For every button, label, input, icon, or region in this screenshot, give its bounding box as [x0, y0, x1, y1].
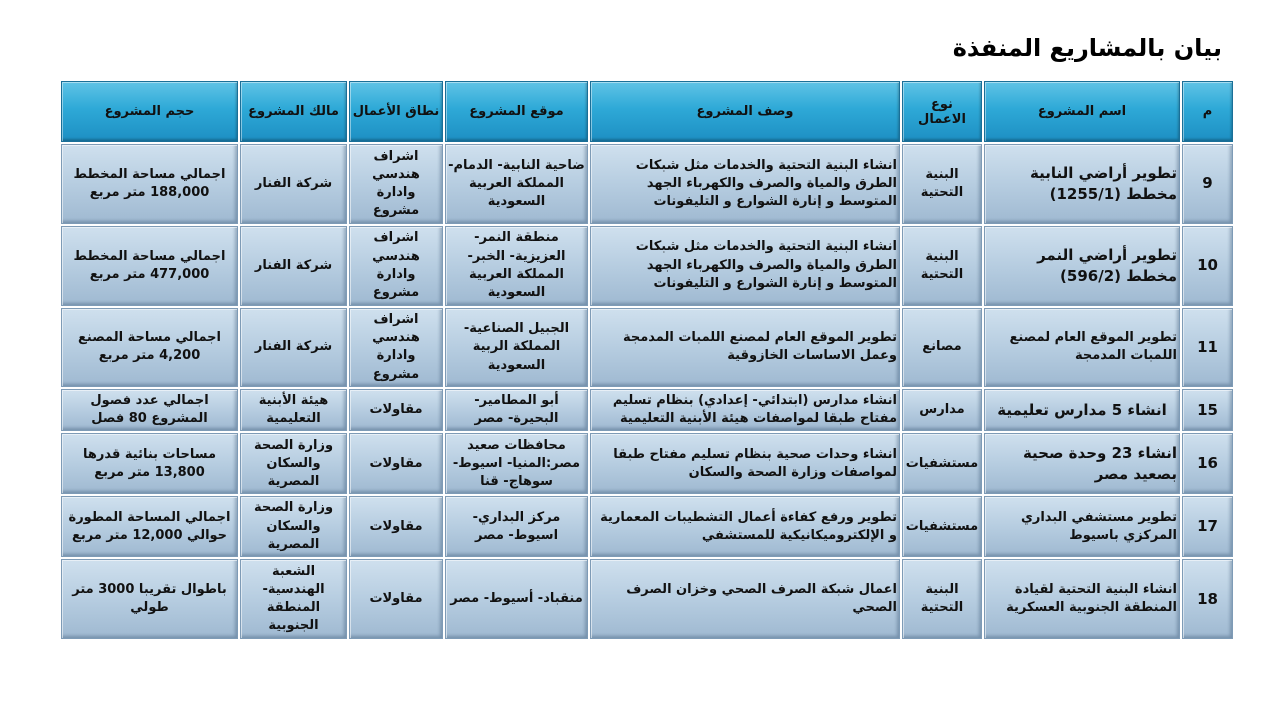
cell-size: اجمالي مساحة المخطط 188,000 متر مربع [61, 144, 238, 224]
cell-scope: مقاولات [349, 389, 443, 431]
cell-scope: اشراف هندسي وادارة مشروع [349, 308, 443, 388]
cell-scope: اشراف هندسي وادارة مشروع [349, 144, 443, 224]
cell-owner: وزارة الصحة والسكان المصرية [240, 496, 347, 557]
cell-size: اجمالي عدد فصول المشروع 80 فصل [61, 389, 238, 431]
cell-number: 11 [1182, 308, 1233, 388]
cell-number: 10 [1182, 226, 1233, 306]
cell-work-type: مستشفيات [902, 433, 982, 494]
cell-number: 16 [1182, 433, 1233, 494]
cell-location: منطقة النمر- العزيزية- الخبر- المملكة العربية السعودية [445, 226, 588, 306]
cell-project-name: تطوير مستشفي البداري المركزي باسيوط [984, 496, 1180, 557]
cell-work-type: مدارس [902, 389, 982, 431]
cell-owner: هيئة الأبنية التعليمية [240, 389, 347, 431]
cell-size: اجمالي المساحة المطورة حوالي 12,000 متر مربع [61, 496, 238, 557]
cell-location: منقباد- أسيوط- مصر [445, 559, 588, 639]
header-owner: مالك المشروع [240, 81, 347, 142]
cell-project-name: انشاء البنية التحتية لقيادة المنطقة الجنوبية العسكرية [984, 559, 1180, 639]
table-row [61, 226, 1233, 306]
cell-owner: الشعبة الهندسية- المنطقة الجنوبية [240, 559, 347, 639]
cell-number: 9 [1182, 144, 1233, 224]
cell-location: الجبيل الصناعية- المملكة الربية السعودية [445, 308, 588, 388]
cell-description: اعمال شبكة الصرف الصحي وخزان الصرف الصحي [590, 559, 900, 639]
cell-description: انشاء البنية التحتية والخدمات مثل شبكات الطرق والمياة والصرف والكهرباء الجهد المتوسط و إنارة الشوارع و التليفونات [590, 226, 900, 306]
cell-work-type: مصانع [902, 308, 982, 388]
header-size: حجم المشروع [61, 81, 238, 142]
table-header-row [61, 81, 1233, 142]
table-row [61, 496, 1233, 557]
cell-project-name: تطوير أراضي النابية مخطط (1255/1) [984, 144, 1180, 224]
header-scope: نطاق الأعمال [349, 81, 443, 142]
cell-project-name: انشاء 5 مدارس تعليمية [984, 389, 1180, 431]
cell-location: محافظات صعيد مصر:المنيا- اسيوط- سوهاج- قنا [445, 433, 588, 494]
cell-project-name: تطوير أراضي النمر مخطط (596/2) [984, 226, 1180, 306]
cell-size: اجمالي مساحة المصنع 4,200 متر مربع [61, 308, 238, 388]
cell-work-type: البنية التحتية [902, 559, 982, 639]
table-row [61, 389, 1233, 431]
cell-project-name: تطوير الموقع العام لمصنع اللمبات المدمجة [984, 308, 1180, 388]
cell-owner: شركة الفنار [240, 144, 347, 224]
cell-description: انشاء مدارس (ابتدائي- إعدادي) بنظام تسليم مفتاح طبقا لمواصفات هيئة الأبنية التعليمية [590, 389, 900, 431]
page-title: بيان بالمشاريع المنفذة [952, 34, 1222, 62]
cell-work-type: البنية التحتية [902, 226, 982, 306]
cell-description: انشاء وحدات صحية بنظام تسليم مفتاح طبقا لمواصفات وزارة الصحة والسكان [590, 433, 900, 494]
header-number: م [1182, 81, 1233, 142]
cell-project-name: انشاء 23 وحدة صحية بصعيد مصر [984, 433, 1180, 494]
table-row [61, 308, 1233, 388]
cell-location: ضاحية النابية- الدمام- المملكة العربية السعودية [445, 144, 588, 224]
table-row [61, 433, 1233, 494]
table-row [61, 559, 1233, 639]
cell-owner: وزارة الصحة والسكان المصرية [240, 433, 347, 494]
cell-work-type: مستشفيات [902, 496, 982, 557]
cell-description: انشاء البنية التحتية والخدمات مثل شبكات الطرق والمياة والصرف والكهرباء الجهد المتوسط و إنارة الشوارع و التليفونات [590, 144, 900, 224]
header-work-type: نوع الاعمال [902, 81, 982, 142]
cell-size: اجمالي مساحة المخطط 477,000 متر مربع [61, 226, 238, 306]
cell-scope: مقاولات [349, 433, 443, 494]
cell-location: أبو المطامير- البحيرة- مصر [445, 389, 588, 431]
projects-table [59, 79, 1235, 641]
cell-number: 17 [1182, 496, 1233, 557]
table-row [61, 144, 1233, 224]
cell-scope: مقاولات [349, 559, 443, 639]
cell-location: مركز البداري- اسيوط- مصر [445, 496, 588, 557]
cell-owner: شركة الفنار [240, 226, 347, 306]
cell-owner: شركة الفنار [240, 308, 347, 388]
header-location: موقع المشروع [445, 81, 588, 142]
cell-size: مساحات بنائية قدرها 13,800 متر مربع [61, 433, 238, 494]
cell-work-type: البنية التحتية [902, 144, 982, 224]
cell-size: باطوال تقريبا 3000 متر طولي [61, 559, 238, 639]
cell-scope: مقاولات [349, 496, 443, 557]
cell-description: تطوير الموقع العام لمصنع اللمبات المدمجة وعمل الاساسات الخازوقية [590, 308, 900, 388]
cell-scope: اشراف هندسي وادارة مشروع [349, 226, 443, 306]
header-project-name: اسم المشروع [984, 81, 1180, 142]
cell-description: تطوير ورفع كفاءة أعمال التشطيبات المعمارية و الإلكتروميكانيكية للمستشفي [590, 496, 900, 557]
cell-number: 15 [1182, 389, 1233, 431]
cell-number: 18 [1182, 559, 1233, 639]
header-description: وصف المشروع [590, 81, 900, 142]
